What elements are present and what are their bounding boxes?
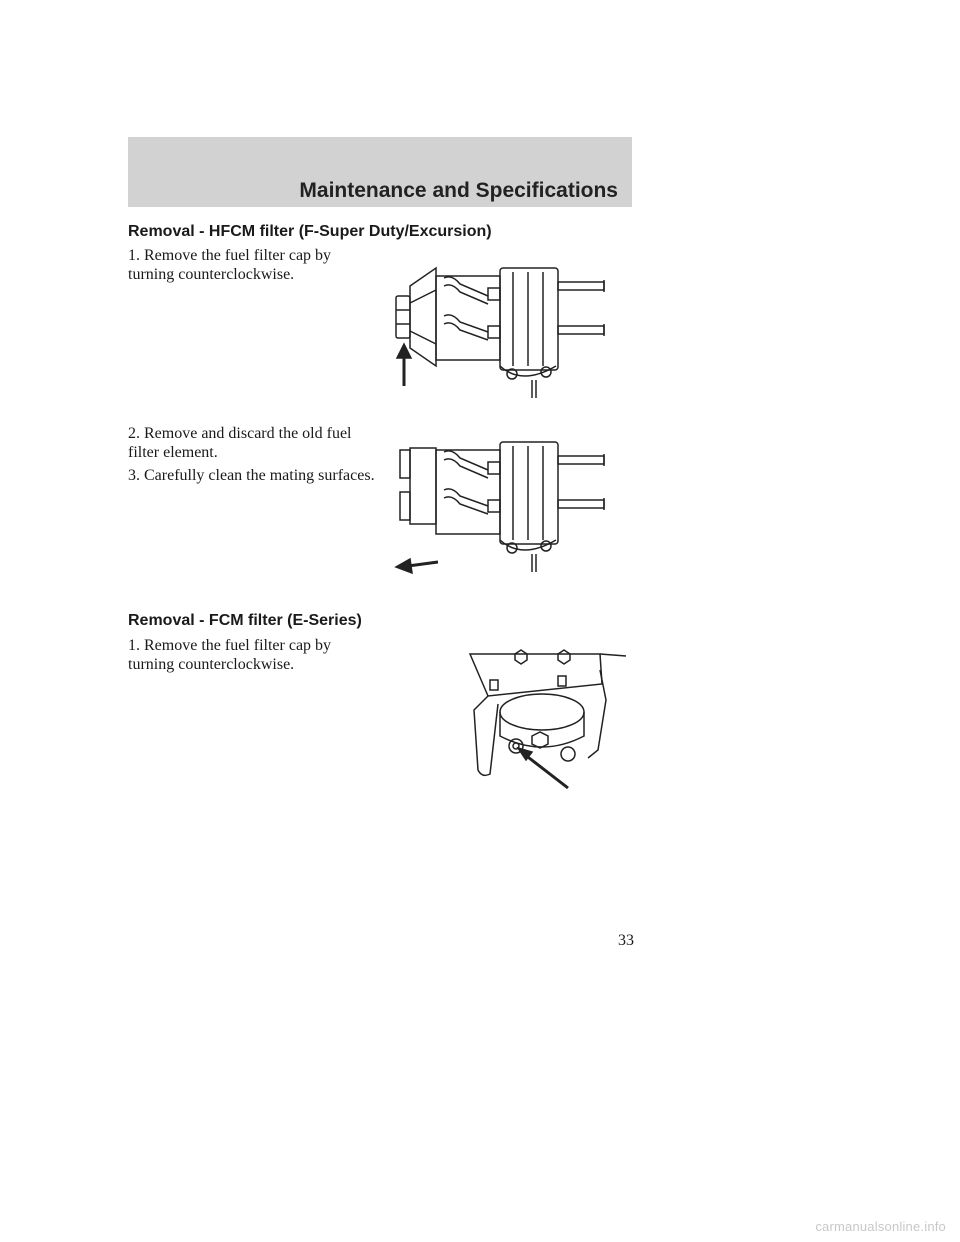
section-heading-hfcm: Removal - HFCM filter (F-Super Duty/Excursion) <box>128 223 492 240</box>
section-heading-fcm: Removal - FCM filter (E-Series) <box>128 612 362 629</box>
hfcm-step-1: 1. Remove the fuel filter cap by turning counterclockwise. <box>128 247 332 283</box>
hfcm-step-3: 3. Carefully clean the mating surfaces. <box>128 467 375 484</box>
page-number: 33 <box>618 932 634 949</box>
chapter-header-band <box>128 137 632 207</box>
hfcm-element-removal-illustration <box>380 432 630 577</box>
fcm-step-1: 1. Remove the fuel filter cap by turning counterclockwise. <box>128 637 332 673</box>
fcm-cap-removal-illustration <box>460 640 630 790</box>
site-watermark: carmanualsonline.info <box>815 1219 946 1234</box>
chapter-title: Maintenance and Specifications <box>299 179 618 202</box>
hfcm-step-2: 2. Remove and discard the old fuel filter element. <box>128 425 352 461</box>
hfcm-cap-removal-illustration <box>380 258 630 403</box>
